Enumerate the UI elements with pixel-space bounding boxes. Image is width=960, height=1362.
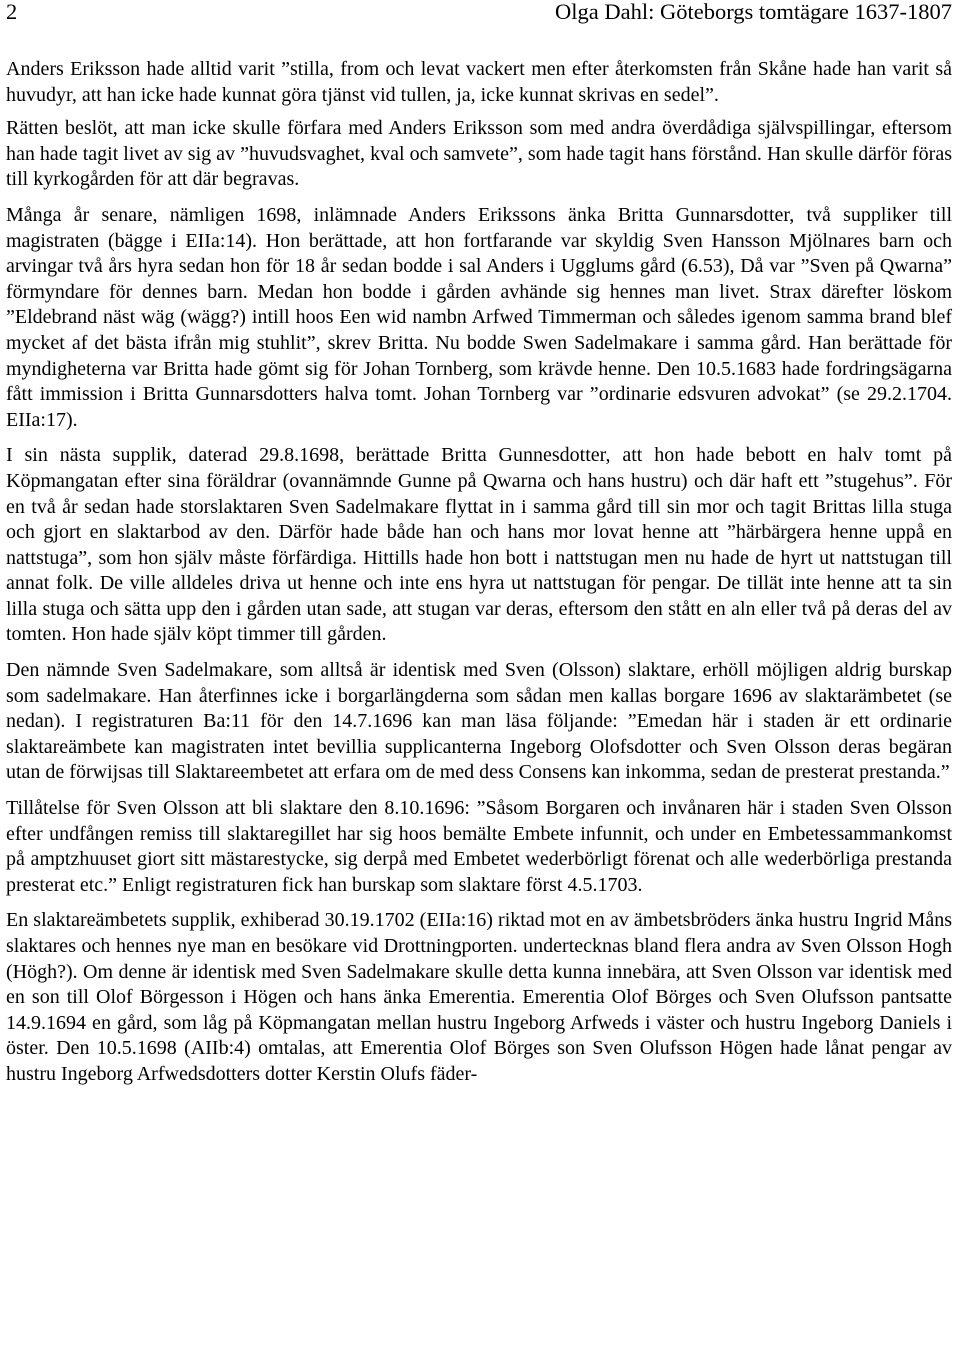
paragraph: En slaktareämbetets supplik, exhiberad 30.19.1702 (EIIa:16) riktad mot en av ämbetsbröders änka hustru Ingrid Måns slaktares och hennes nye man en besökare vid Drottningporten. undertecknas bland flera andra av Sven Olsson Hogh (Högh?). Om denne är identisk med Sven Sadelmakare skulle detta kunna innebära, att Sven Olsson var identisk med en son till Olof Börgesson i Högen och hans änka Emerentia. Emerentia Olof Börges och Sven Olufsson pantsatte 14.9.1694 en gård, som låg på Köpmangatan mellan hustru Ingeborg Arfweds i väster och hustru Ingeborg Daniels i öster. Den 10.5.1698 (AIIb:4) omtalas, att Emerentia Olof Börges son Sven Olufsson Högen hade lånat pengar av hustru Ingeborg Arfwedsdotters dotter Kerstin Olufs fäder-: [6, 909, 952, 1085]
page-header: [6, 0, 952, 30]
document-body: [6, 57, 952, 1098]
paragraph: I sin nästa supplik, daterad 29.8.1698, berättade Britta Gunnesdotter, att hon hade bebott en halv tomt på Köpmangatan efter sina föräldrar (ovannämnde Gunne på Qwarna och hans hustru) och där haft ett ”stugehus”. För en två år sedan hade storslaktaren Sven Sadelmakare flyttat in i samma gård till sin mor och tagit Brittas lilla stuga och gjort en slaktarbod av den. Därför hade både han och hans mor lovat henne att ”härbärgera henne uppå en nattstuga”, som hon själv måste förfärdiga. Hittills hade hon bott i nattstugan men nu hade de hyrt ut nattstugan till annat folk. De ville alldeles driva ut henne och inte ens hyra ut nattstugan för pengar. De tillät inte henne att ta sin lilla stuga och sätta upp den i gården utan sade, att stugan var deras, eftersom den stått en aln eller två på deras del av tomten. Hon hade själv köpt timmer till gården.: [6, 444, 952, 646]
paragraph: Tillåtelse för Sven Olsson att bli slaktare den 8.10.1696: ”Såsom Borgaren och invånaren här i staden Sven Olsson efter undfången remiss till slaktaregillet har sig hoos bemälte Embete infunnit, och under en Embetessammankomst på amptzhuuset giort sitt mästarestycke, sig derpå med Embetet wederbörligt förenat och alle wederbörliga prestanda presterat etc.” Enligt registraturen fick han burskap som slaktare först 4.5.1703.: [6, 797, 952, 896]
paragraph: Anders Eriksson hade alltid varit ”stilla, from och levat vackert men efter återkomsten från Skåne hade han varit så huvudyr, att han icke hade kunnat göra tjänst vid tullen, ja, icke kunnat skrivas en sedel”.: [6, 58, 952, 106]
paragraph: Rätten beslöt, att man icke skulle förfara med Anders Eriksson som med andra överdådiga självspillingar, eftersom han hade tagit livet av sig av ”huvudsvaghet, kval och samvete”, som hade tagit hans förstånd. Han skulle därför föras till kyrkogården för att där begravas.: [6, 117, 952, 191]
paragraph: Den nämnde Sven Sadelmakare, som alltså är identisk med Sven (Olsson) slaktare, erhöll möjligen aldrig burskap som sadelmakare. Han återfinnes icke i borgarlängderna som sådan men kallas borgare 1696 av slaktarämbetet (se nedan). I registraturen Ba:11 för den 14.7.1696 kan man läsa följande: ”Emedan här i staden är ett ordinarie slaktareämbete kan magistraten intet bevillia supplicanterna Ingeborg Olofsdotter och Sven Olsson deras begäran utan de förwijsas till Slaktareembetet att erfara om de med dess Consens kan inkomma, sedan de presterat prestanda.”: [6, 659, 952, 784]
paragraph: Många år senare, nämligen 1698, inlämnade Anders Erikssons änka Britta Gunnarsdotter, två suppliker till magistraten (bägge i EIIa:14). Hon berättade, att hon fortfarande var skyldig Sven Hansson Mjölnares barn och arvingar två års hyra sedan hon för 18 år sedan bodde i sal Anders i Ugglums gård (6.53), Då var ”Sven på Qwarna” förmyndare för dennes barn. Medan hon bodde i gården avhände sig hennes man livet. Strax därefter löskom ”Eldebrand näst wäg (wägg?) intill hoos Een wid nambn Arfwed Timmerman och således igenom samma brand blef mycket af det bästa ifrån mig stuhlit”, skrev Britta. Nu bodde Swen Sadelmakare i samma gård. Han berättade för myndigheterna var Britta hade gömt sig för Johan Tornberg, som krävde henne. Den 10.5.1683 hade fordringsägarna fått immission i Britta Gunnarsdotters halva tomt. Johan Tornberg var ”ordinarie edsvuren advokat” (se 29.2.1704. EIIa:17).: [6, 203, 952, 431]
page-number: 2: [6, 0, 18, 24]
running-title: Olga Dahl: Göteborgs tomtägare 1637-1807: [554, 0, 952, 24]
